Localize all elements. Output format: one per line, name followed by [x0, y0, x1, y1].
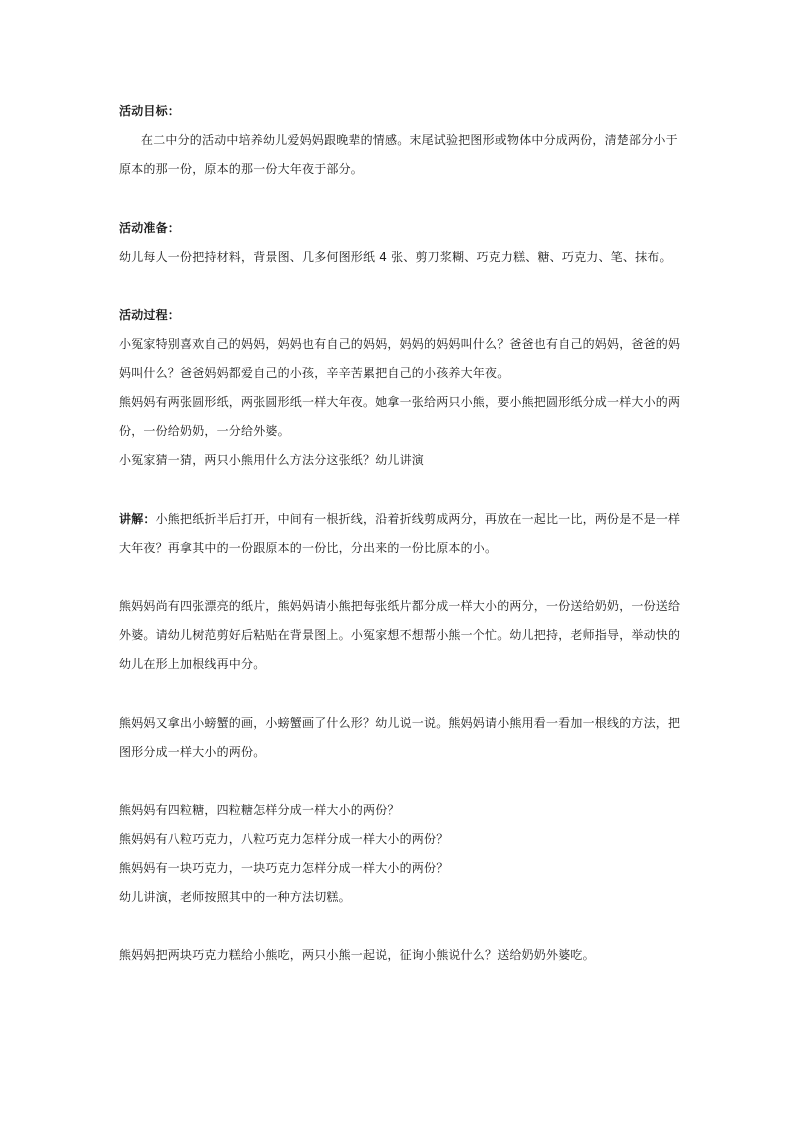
process-line-5: 小冤家猜一猜，两只小熊用什么方法分这张纸？幼儿讲演 — [119, 453, 425, 467]
explain-line-1 — [119, 511, 680, 527]
end-line-1: 熊妈妈把两块巧克力糕给小熊吃，两只小熊一起说，征询小熊说什么？送给奶奶外婆吃。 — [119, 948, 595, 962]
goal-line-2: 原本的那一份，原本的那一份大年夜于部分。 — [119, 162, 364, 176]
candy-line-2: 熊妈妈有八粒巧克力，八粒巧克力怎样分成一样大小的两份？ — [119, 832, 449, 846]
process-line-3: 熊妈妈有两张圆形纸，两张圆形纸一样大年夜。她拿一张给两只小熊，要小熊把圆形纸分成一样大小的两 — [119, 395, 681, 409]
prep-line-1: 幼儿每人一份把持材料，背景图、几多何图形纸 4 张、剪刀浆糊、巧克力糕、糖、巧克力、笔、抹布。 — [119, 250, 672, 264]
cards-line-2: 外婆。请幼儿树范剪好后粘贴在背景图上。小冤家想不想帮小熊一个忙。幼儿把持，老师指导，举动快的 — [119, 628, 681, 642]
explain-label: 讲解： — [119, 512, 156, 526]
process-line-2: 妈叫什么？爸爸妈妈都爱自己的小孩，辛辛苦累把自己的小孩养大年夜。 — [119, 366, 510, 380]
goal-line-1: 在二中分的活动中培养幼儿爱妈妈跟晚辈的情感。末尾试验把图形或物体中分成两份，清楚部分小于 — [141, 133, 678, 147]
process-line-1: 小冤家特别喜欢自己的妈妈，妈妈也有自己的妈妈，妈妈的妈妈叫什么？爸爸也有自己的妈妈，爸爸的妈 — [119, 337, 681, 351]
explain-text-1: 小熊把纸折半后打开，中间有一根折线，沿着折线剪成两分，再放在一起比一比，两份是不是一样 — [155, 512, 681, 526]
cards-line-3: 幼儿在形上加根线再中分。 — [119, 657, 266, 671]
section-heading-goal: 活动目标： — [119, 104, 181, 118]
process-line-4: 份，一份给奶奶，一分给外婆。 — [119, 424, 290, 438]
candy-line-4: 幼儿讲演，老师按照其中的一种方法切糕。 — [119, 890, 351, 904]
section-heading-process: 活动过程： — [119, 308, 181, 322]
crab-line-2: 图形分成一样大小的两份。 — [119, 745, 266, 759]
cards-line-1: 熊妈妈尚有四张漂亮的纸片，熊妈妈请小熊把每张纸片都分成一样大小的两分，一份送给奶奶，一份送给 — [119, 599, 681, 613]
section-heading-prep: 活动准备： — [119, 221, 181, 235]
candy-line-1: 熊妈妈有四粒糖，四粒糖怎样分成一样大小的两份？ — [119, 803, 400, 817]
explain-line-2: 大年夜？再拿其中的一份跟原本的一份比，分出来的一份比原本的小。 — [119, 541, 498, 555]
candy-line-3: 熊妈妈有一块巧克力，一块巧克力怎样分成一样大小的两份？ — [119, 861, 449, 875]
crab-line-1: 熊妈妈又拿出小螃蟹的画，小螃蟹画了什么形？幼儿说一说。熊妈妈请小熊用看一看加一根线的方法，把 — [119, 716, 681, 730]
